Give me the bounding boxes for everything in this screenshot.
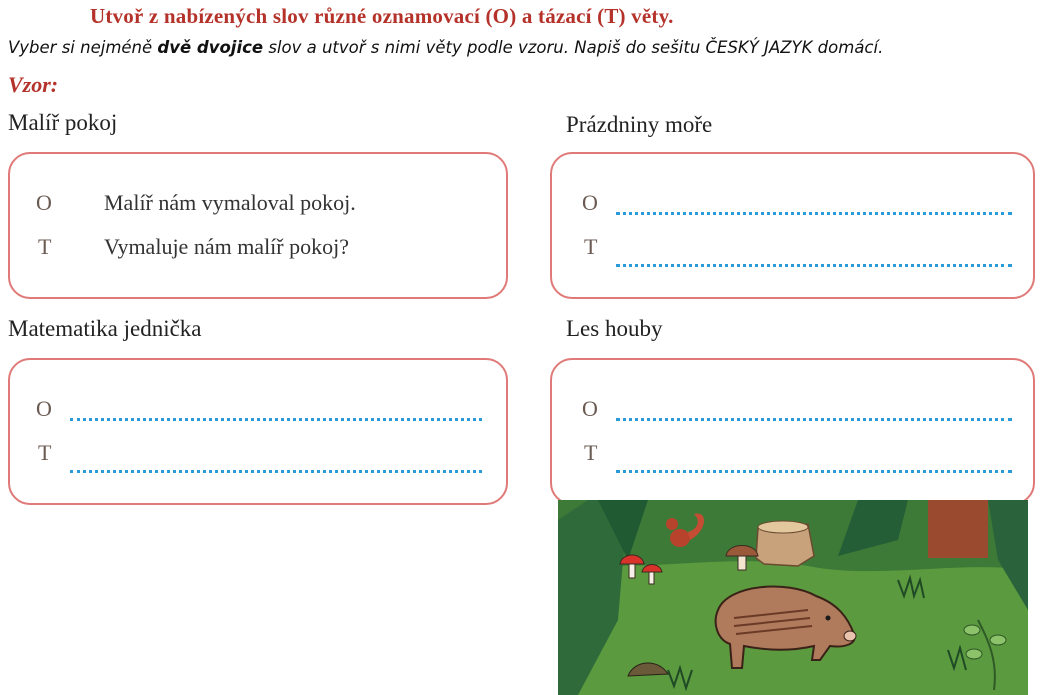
- forest-scene-svg: [558, 500, 1028, 695]
- leaf-icon: [990, 635, 1006, 645]
- leaf-icon: [966, 649, 982, 659]
- instruction-part-1: Vyber si nejméně: [8, 38, 158, 57]
- word-pair-1: Malíř pokoj: [8, 110, 118, 135]
- squirrel-icon: [670, 529, 690, 547]
- t-answer-line[interactable]: [616, 264, 1012, 267]
- o-label: O: [582, 190, 598, 215]
- mushroom-stem: [629, 564, 635, 578]
- boar-eye: [826, 616, 831, 621]
- o-answer-line[interactable]: [70, 418, 482, 421]
- leaf-icon: [964, 625, 980, 635]
- stump-top: [758, 521, 808, 533]
- example-t-sentence: Vymaluje nám malíř pokoj?: [104, 234, 349, 259]
- word-pair-4: Les houby: [566, 316, 663, 341]
- t-label: T: [584, 234, 598, 259]
- boar-snout: [844, 631, 856, 641]
- t-label: T: [38, 440, 52, 465]
- mushroom-stem: [738, 556, 746, 570]
- exercise-card-3: [8, 358, 508, 505]
- tree-trunk-right: [928, 500, 988, 558]
- instruction-bold: dvě dvojice: [157, 38, 264, 57]
- o-label: O: [36, 396, 52, 421]
- forest-illustration: [558, 500, 1028, 695]
- example-o-sentence: Malíř nám vymaloval pokoj.: [104, 190, 356, 215]
- exercise-card-2: [550, 152, 1035, 299]
- example-card: [8, 152, 508, 299]
- t-label: T: [584, 440, 598, 465]
- example-label: Vzor:: [8, 72, 59, 97]
- instruction-part-2: slov a utvoř s nimi věty podle vzoru. Napiš do sešitu ČESKÝ JAZYK domácí.: [263, 38, 884, 57]
- word-pair-2: Prázdniny moře: [566, 112, 713, 137]
- o-label: O: [582, 396, 598, 421]
- o-label: O: [36, 190, 52, 215]
- exercise-title: Utvoř z nabízených slov různé oznamovací (O) a tázací (T) věty.: [90, 4, 674, 28]
- word-pair-3: Matematika jednička: [8, 316, 202, 341]
- t-answer-line[interactable]: [616, 470, 1012, 473]
- instruction-text: [8, 38, 883, 57]
- exercise-card-4: [550, 358, 1035, 505]
- o-answer-line[interactable]: [616, 418, 1012, 421]
- t-label: T: [38, 234, 52, 259]
- t-answer-line[interactable]: [70, 470, 482, 473]
- squirrel-head: [666, 518, 678, 530]
- o-answer-line[interactable]: [616, 212, 1012, 215]
- mushroom-stem: [649, 572, 654, 584]
